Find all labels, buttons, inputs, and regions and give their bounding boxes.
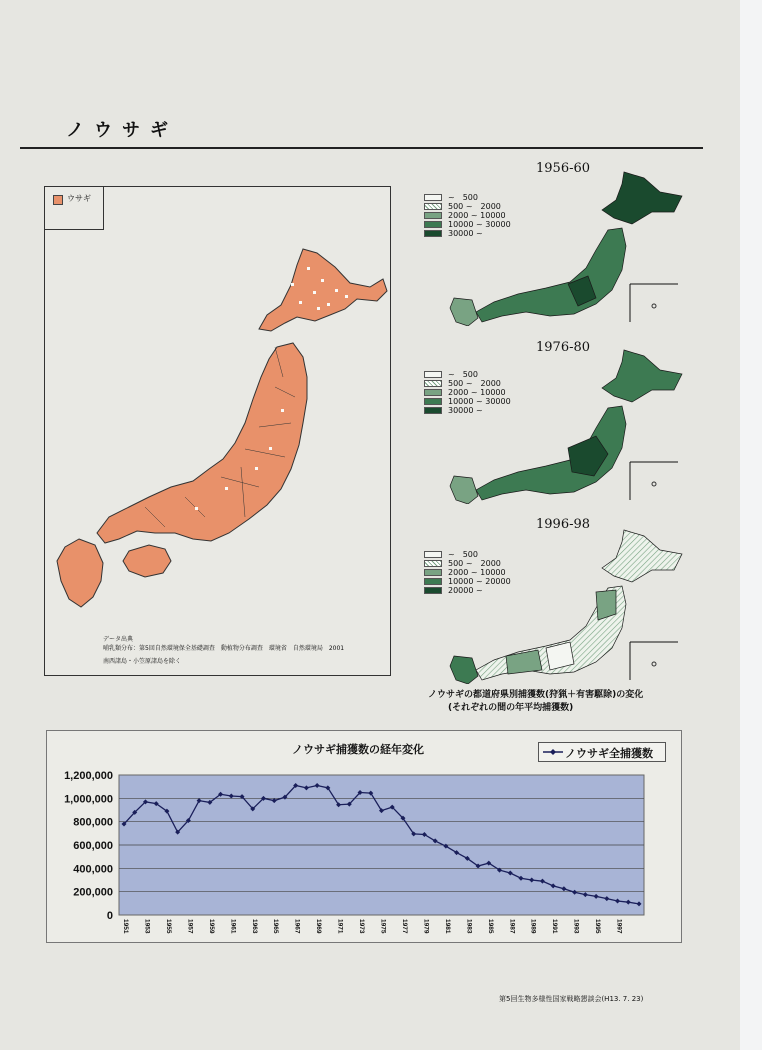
x-tick-label: 1989 bbox=[529, 919, 537, 934]
harvest-trend-chart bbox=[46, 730, 682, 943]
period-title-3: 1996-98 bbox=[536, 517, 591, 532]
honshu-shape bbox=[97, 343, 307, 543]
source-citation: 哺乳類分布：第5回自然環境保全基礎調査 動植物分布調査 環境省 自然環境局 2001 bbox=[103, 645, 345, 652]
y-tick-label: 200,000 bbox=[73, 886, 113, 899]
caption-line-1: ノウサギの都道府県別捕獲数(狩猟＋有害駆除)の変化 bbox=[428, 690, 644, 700]
x-tick-label: 1991 bbox=[551, 919, 559, 934]
x-tick-label: 1975 bbox=[379, 919, 387, 934]
x-tick-label: 1969 bbox=[315, 919, 323, 934]
harvest-maps-caption bbox=[428, 689, 643, 715]
x-tick-label: 1965 bbox=[272, 919, 280, 934]
map-source-note bbox=[103, 635, 344, 666]
harvest-map-1976-80 bbox=[446, 344, 684, 504]
hokkaido-shape bbox=[259, 249, 387, 331]
harvest-scale-1: ~ 500 500 ~ 2000 2000 ~ 10000 10000 ~ 30000 30000 ~ bbox=[424, 193, 514, 238]
shikoku-shape bbox=[123, 545, 171, 577]
chart-plot bbox=[47, 731, 681, 942]
x-tick-label: 1967 bbox=[293, 919, 301, 934]
x-tick-label: 1955 bbox=[164, 919, 172, 934]
map-legend bbox=[45, 187, 104, 230]
period-title-1: 1956-60 bbox=[536, 161, 591, 176]
page-footer: 第5回生物多様性国家戦略懇談会(H13. 7. 23) bbox=[499, 995, 644, 1003]
x-tick-label: 1985 bbox=[486, 919, 494, 934]
x-tick-label: 1951 bbox=[122, 919, 129, 934]
y-tick-label: 0 bbox=[106, 910, 113, 922]
x-tick-label: 1971 bbox=[336, 919, 344, 934]
y-tick-label: 600,000 bbox=[73, 840, 113, 852]
x-tick-label: 1957 bbox=[186, 919, 194, 934]
kyushu-shape bbox=[57, 539, 103, 607]
x-tick-label: 1995 bbox=[594, 919, 602, 934]
hare-legend-label: ウサギ bbox=[67, 194, 91, 203]
distribution-map-frame bbox=[44, 186, 391, 676]
y-tick-label: 800,000 bbox=[73, 816, 113, 829]
x-tick-label: 1961 bbox=[229, 919, 237, 934]
source-heading: データ出典 bbox=[103, 636, 134, 643]
caption-line-2: (それぞれの間の年平均捕獲数) bbox=[448, 703, 574, 713]
x-tick-label: 1959 bbox=[207, 919, 215, 934]
page-edge bbox=[740, 0, 762, 1050]
title-divider bbox=[20, 147, 703, 149]
hare-legend-swatch bbox=[53, 195, 63, 205]
period-title-2: 1976-80 bbox=[536, 340, 591, 355]
harvest-map-1956-60 bbox=[446, 166, 684, 326]
y-tick-label: 400,000 bbox=[73, 863, 113, 876]
x-tick-label: 1983 bbox=[465, 919, 473, 934]
x-tick-label: 1963 bbox=[250, 919, 258, 934]
x-tick-label: 1993 bbox=[572, 919, 580, 934]
page-title: ノウサギ bbox=[66, 120, 178, 141]
y-tick-label: 1,200,000 bbox=[64, 770, 113, 782]
x-tick-label: 1997 bbox=[615, 919, 623, 934]
x-tick-label: 1987 bbox=[508, 919, 516, 934]
japan-distribution-map bbox=[45, 187, 390, 675]
harvest-map-1996-98 bbox=[446, 524, 684, 684]
y-tick-label: 1,000,000 bbox=[64, 793, 113, 806]
x-tick-label: 1973 bbox=[358, 919, 366, 934]
source-exclusion: 南西諸島・小笠原諸島を除く bbox=[103, 658, 182, 665]
harvest-scale-3: ~ 500 500 ~ 2000 2000 ~ 10000 10000 ~ 20000 20000 ~ bbox=[424, 550, 514, 595]
chart-title: ノウサギ捕獲数の経年変化 bbox=[292, 743, 424, 756]
x-tick-label: 1977 bbox=[400, 919, 408, 934]
harvest-scale-2: ~ 500 500 ~ 2000 2000 ~ 10000 10000 ~ 30000 30000 ~ bbox=[424, 370, 514, 415]
legend-series-label: ノウサギ全捕獲数 bbox=[565, 747, 653, 760]
x-tick-label: 1981 bbox=[443, 919, 451, 934]
x-tick-label: 1953 bbox=[143, 919, 151, 934]
x-tick-label: 1979 bbox=[422, 919, 430, 934]
